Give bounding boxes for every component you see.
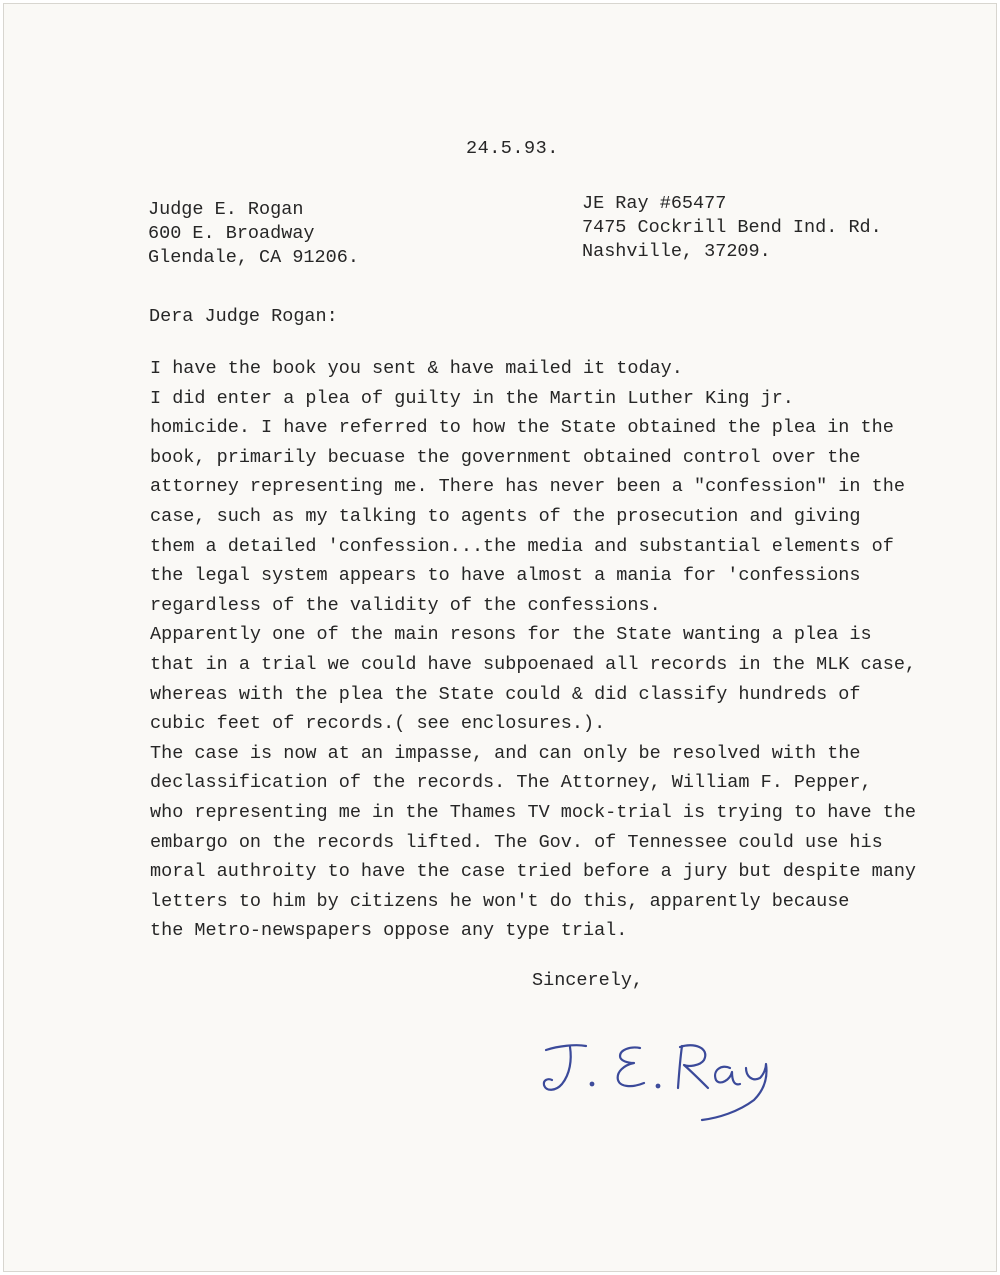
sender-street: 7475 Cockrill Bend Ind. Rd. [582, 217, 882, 238]
recipient-city: Glendale, CA 91206. [148, 247, 359, 268]
body-line: I have the book you sent & have mailed it today. [150, 358, 683, 379]
body-line: the legal system appears to have almost a mania for 'confessions [150, 565, 861, 587]
body-line: homicide. I have referred to how the State obtained the plea in the [150, 417, 894, 439]
body-line: case, such as my talking to agents of the prosecution and giving [150, 505, 861, 527]
sender-address [582, 192, 882, 264]
recipient-address [148, 198, 359, 270]
body-line: book, primarily becuase the government obtained control over the [150, 446, 861, 468]
letter-page [3, 3, 997, 1272]
body-line: The case is now at an impasse, and can only be resolved with the [150, 742, 861, 764]
letter-date: 24.5.93. [466, 138, 559, 159]
body-line: whereas with the plea the State could & did classify hundreds of [150, 683, 861, 705]
body-line: Apparently one of the main resons for the State wanting a plea is [150, 624, 872, 646]
body-line: who representing me in the Thames TV mock-trial is trying to have the [150, 801, 917, 823]
body-line: embargo on the records lifted. The Gov. of Tennessee could use his [150, 831, 883, 853]
letter-body [150, 354, 980, 946]
recipient-street: 600 E. Broadway [148, 223, 315, 244]
body-line: regardless of the validity of the confessions. [150, 594, 661, 616]
body-line: them a detailed 'confession...the media and substantial elements of [150, 535, 894, 557]
sender-city: Nashville, 37209. [582, 241, 771, 262]
recipient-name: Judge E. Rogan [148, 199, 304, 220]
closing: Sincerely, [532, 970, 644, 991]
sender-name: JE Ray #65477 [582, 193, 727, 214]
body-line: I did enter a plea of guilty in the Martin Luther King jr. [150, 387, 794, 409]
body-line: declassification of the records. The Attorney, William F. Pepper, [150, 772, 872, 794]
body-line: that in a trial we could have subpoenaed all records in the MLK case, [150, 653, 917, 675]
body-line: attorney representing me. There has never been a "confession" in the [150, 476, 905, 498]
salutation: Dera Judge Rogan: [149, 306, 338, 327]
body-line: cubic feet of records.( see enclosures.). [150, 713, 606, 735]
handwritten-signature [532, 1034, 802, 1129]
body-line: moral authroity to have the case tried before a jury but despite many [150, 861, 917, 883]
body-line: letters to him by citizens he won't do this, apparently because [150, 890, 850, 912]
body-line: the Metro-newspapers oppose any type trial. [150, 920, 628, 942]
